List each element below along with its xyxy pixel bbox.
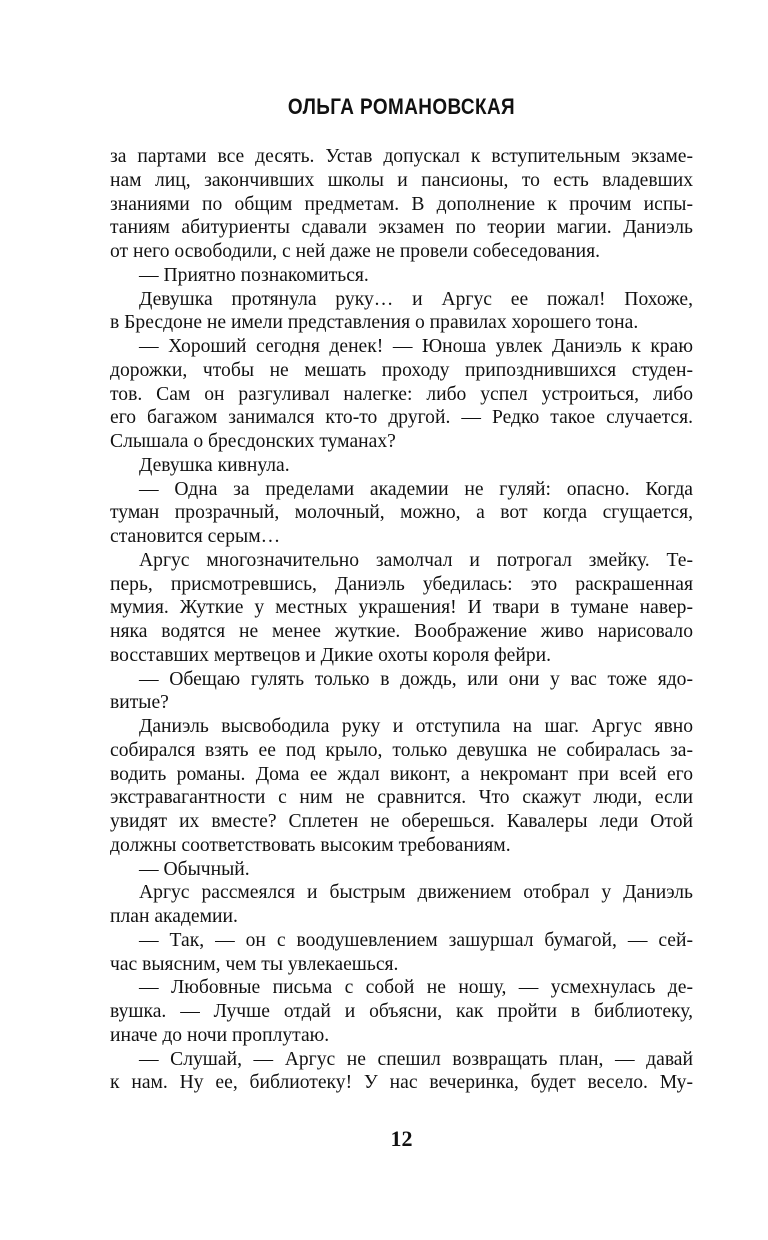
text-line: его багажом занимался кто-то другой. — Редко такое случается. [110,407,693,429]
text-line: — Обещаю гулять только в дождь, или они у вас тоже ядо- [139,668,693,690]
text-line: знаниями по общим предметам. В дополнение к прочим испы- [110,193,693,215]
text-line: увидят их вместе? Сплетен не оберешься. Кавалеры леди Отой [110,811,693,832]
text-line: вушка. — Лучше отдай и объясни, как пройти в библиотеку, [110,1001,693,1022]
text-line: перь, присмотревшись, Даниэль убедилась: это раскрашенная [110,573,693,595]
text-line: витые? [110,692,169,714]
text-line: должны соответствовать высоким требованиям. [110,834,511,856]
running-head: ОЛЬГА РОМАНОВСКАЯ [287,94,516,119]
text-line: Аргус многозначительно замолчал и потрогал змейку. Те- [139,549,693,571]
text-line: Аргус рассмеялся и быстрым движением отобрал у Даниэль [139,882,693,904]
text-line: восставших мертвецов и Дикие охоты короля фейри. [110,644,552,666]
text-line: от него освободили, с ней даже не провели собеседования. [110,241,600,262]
text-line: Девушка протянула руку… и Аргус ее пожал! Похоже, [139,288,693,310]
text-line: Даниэль высвободила руку и отступила на шаг. Аргус явно [139,716,693,737]
text-line: — Приятно познакомиться. [139,264,369,286]
text-line: дорожки, чтобы не мешать проходу припозднившихся студен- [110,359,693,381]
text-line: — Одна за пределами академии не гуляй: опасно. Когда [139,478,693,500]
text-line: туман прозрачный, молочный, можно, а вот когда сгущается, [110,502,693,524]
text-line: Девушка кивнула. [139,454,290,476]
text-line: — Слушай, — Аргус не спешил возвращать план, — давай [139,1048,693,1070]
text-line: становится серым… [110,526,281,547]
body-text [110,145,693,1095]
text-line: водить романы. Дома ее ждал виконт, а некромант при всей его [110,763,693,785]
text-line: в Бресдоне не имели представления о правилах хорошего тона. [110,312,639,334]
text-line: таниям абитуриенты сдавали экзамен по теории магии. Даниэль [110,217,693,239]
page-number: 12 [390,1126,413,1151]
text-line: — Хороший сегодня денек! — Юноша увлек Даниэль к краю [139,336,693,357]
text-line: час выясним, чем ты увлекаешься. [110,953,399,975]
text-line: — Обычный. [139,858,250,880]
text-line: — Любовные письма с собой не ношу, — усмехнулась де- [139,977,693,999]
text-line: иначе до ночи проплутаю. [110,1024,330,1046]
book-page [110,0,693,1240]
text-line: за партами все десять. Устав допускал к вступительным экзаме- [110,146,693,167]
text-line: няка водятся не менее жуткие. Воображение живо нарисовало [110,621,693,642]
text-line: тов. Сам он разгуливал налегке: либо успел устроиться, либо [110,383,693,405]
text-line: план академии. [110,906,238,927]
text-line: нам лиц, закончивших школы и пансионы, то есть владевших [110,169,693,191]
text-line: к нам. Ну ее, библиотеку! У нас вечеринка, будет весело. Му- [110,1072,693,1094]
text-line: мумия. Жуткие у местных украшения! И твари в тумане навер- [110,597,693,619]
text-line: Слышала о бресдонских туманах? [110,431,396,452]
text-line: — Так, — он с воодушевлением зашуршал бумагой, — сей- [139,929,693,951]
text-line: собирался взять ее под крыло, только девушка не собиралась за- [110,739,693,761]
text-line: экстравагантности с ним не сравнится. Что скажут люди, если [110,787,693,809]
